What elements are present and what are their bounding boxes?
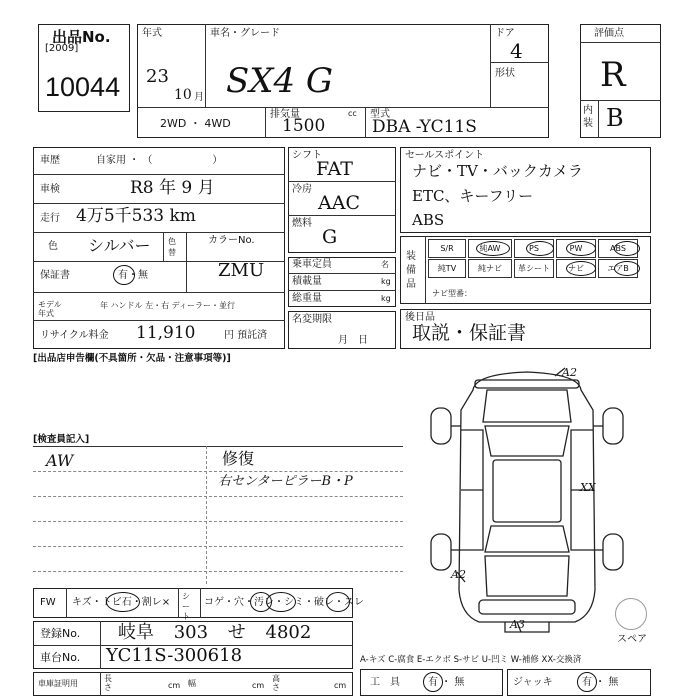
equip-circle-aw [476,241,510,256]
recycle-label: リサイクル料金 [40,330,109,341]
recycle-suffix: 円 預託済 [224,330,268,341]
equipment-cell-row2-2: 革シート [514,259,554,278]
height-cm: cm [334,681,347,690]
equipment-label: 装備品 [406,251,416,290]
fw-items: キズ・トビ石・割レ× [72,597,171,608]
sales-line1: ナビ・TV・バックカメラ [412,162,583,180]
ac-value: AAC [318,192,360,214]
ac-label: 冷房 [292,184,312,195]
equip-circle-pw [566,241,596,256]
year-value: 23 [146,66,169,87]
car-diagram [405,360,650,640]
seat-label: シート [182,592,190,621]
seller-notes-label: [出品店申告欄(不具箇所・欠品・注意事項等)] [33,353,231,364]
shape-label: 形状 [495,68,515,79]
equip-circle-airbag [614,261,640,276]
equipment-cell-row1-0: S/R [428,239,466,258]
jack-label: ジャッキ [513,677,553,688]
height-label: 高さ [272,674,280,692]
month-suffix: 月 [194,92,204,103]
capacity-unit: 名 [381,260,389,269]
equipment-cell-row2-1: 純ナビ [468,259,512,278]
color-change-label: 色替 [168,237,176,257]
score-label: 評価点 [594,28,624,39]
model-year-label: モデル年式 [38,300,62,318]
warranty-label: 保証書 [40,270,70,281]
color-label: 色 [48,241,58,252]
lot-number: 10044 [45,72,121,102]
warranty-value: 有・無 [118,270,148,281]
chassis-label: 車台No. [40,651,81,664]
interior-value: B [606,104,624,132]
equipment-cell-row1-2: PS [514,239,554,258]
color-no-value: ZMU [218,260,265,281]
damage-mark-left: A2 [451,568,466,581]
year-label: 年式 [142,28,162,39]
mileage-label: 走行 [40,213,60,224]
model-year-fields: 年 ハンドル 左・右 ディーラー・並行 [100,301,235,310]
inspector-right-note1: 修復 [222,449,255,468]
capacity-label: 乗車定員 [292,259,332,270]
load-label: 積載量 [292,276,322,287]
history-options: 自家用 ・ （ ） [96,155,223,166]
sales-line3: ABS [412,211,445,229]
sales-line2: ETC、キーフリー [412,187,534,205]
sales-label: セールスポイント [405,150,485,161]
tools-value: 有 ・ 無 [428,677,465,688]
damage-mark-bottom: A3 [510,618,525,631]
fuel-label: 燃料 [292,218,312,229]
door-value: 4 [510,39,523,63]
chassis-value: YC11S-300618 [106,645,243,666]
inspection-value: R8 年 9 月 [130,178,215,198]
color-no-label: カラーNo. [208,235,255,246]
reg-value: 岐阜 303 せ 4802 [118,622,312,643]
tools-label: 工 具 [370,677,400,688]
damage-legend: A-キズ C-腐食 E-エクボ S-サビ U-凹ミ W-補修 XX-交換済 [360,655,582,665]
name-label: 車名・グレード [210,28,280,39]
equipment-cell-row2-3: ナビ [556,259,596,278]
mileage-value: 4万5千533 km [76,206,196,226]
lot-label: 出品No. [52,28,111,46]
displacement-value: 1500 [282,116,326,136]
equipment-cell-row1-1: 純AW [468,239,512,258]
fuel-value: G [322,226,338,248]
cc-unit: cc [348,109,357,118]
tools-circle [423,672,443,692]
model-name: SX4 G [226,61,334,101]
equipment-cell-row1-3: PW [556,239,596,258]
reg-label: 登録No. [40,627,81,640]
color-value: シルバー [88,236,151,255]
damage-mark-side: XX [580,481,596,494]
fw-circle-stone [106,592,140,612]
equipment-cell-row2-0: 純TV [428,259,466,278]
inspector-right-note2: 右センターピラーB・P [218,474,353,489]
type-label: 型式 [370,109,390,120]
jack-value: 有 ・ 無 [582,677,619,688]
width-label: 幅 [188,679,196,688]
fw-label: FW [40,597,56,608]
year-stamp: [2009] [45,43,79,54]
seat-circle-stain [266,592,296,612]
gross-label: 総重量 [292,293,322,304]
length-label: 長さ [104,674,112,692]
inspector-left-note: AW [46,451,74,470]
drive-label: 2WD ・ 4WD [160,117,231,130]
displacement-label: 排気量 [270,109,300,120]
shift-value: FAT [316,158,353,180]
expiry-label: 名変期限 [292,314,332,325]
inspection-label: 車検 [40,184,60,195]
seat-items: コゲ・穴・汚レ・シミ・破レ・スレ [204,597,364,608]
cert-label: 車庫証明用 [38,679,78,688]
jack-circle [577,672,597,692]
equip-circle-ps [526,241,554,256]
damage-mark-top: A2 [562,366,577,379]
expiry-suffix: 月 日 [338,335,368,346]
recycle-value: 11,910 [136,323,196,343]
score-value: R [600,55,626,95]
door-label: ドア [495,28,515,39]
load-unit: kg [381,277,391,286]
warranty-circle [113,265,135,285]
spare-label: スペア [617,634,647,645]
equipment-cell-row1-4: ABS [598,239,638,258]
width-cm: cm [252,681,265,690]
type-value: DBA -YC11S [372,117,477,137]
equipment-cell-row2-4: エアB [598,259,638,278]
extras-value: 取説・保証書 [412,322,527,344]
equip-circle-abs [614,241,640,256]
seat-circle-wear [326,592,350,612]
equip-circle-navi [566,261,596,276]
shift-label: シフト [292,150,322,161]
interior-label: 内装 [583,105,593,129]
spare-tire-icon [615,598,647,630]
length-cm: cm [168,681,181,690]
extras-label: 後日品 [405,312,435,323]
month-value: 10 [174,87,192,103]
inspector-label: [検査員記入] [33,434,90,445]
navi-model-label: ナビ型番： [432,289,472,298]
history-label: 車歴 [40,155,60,166]
gross-unit: kg [381,294,391,303]
